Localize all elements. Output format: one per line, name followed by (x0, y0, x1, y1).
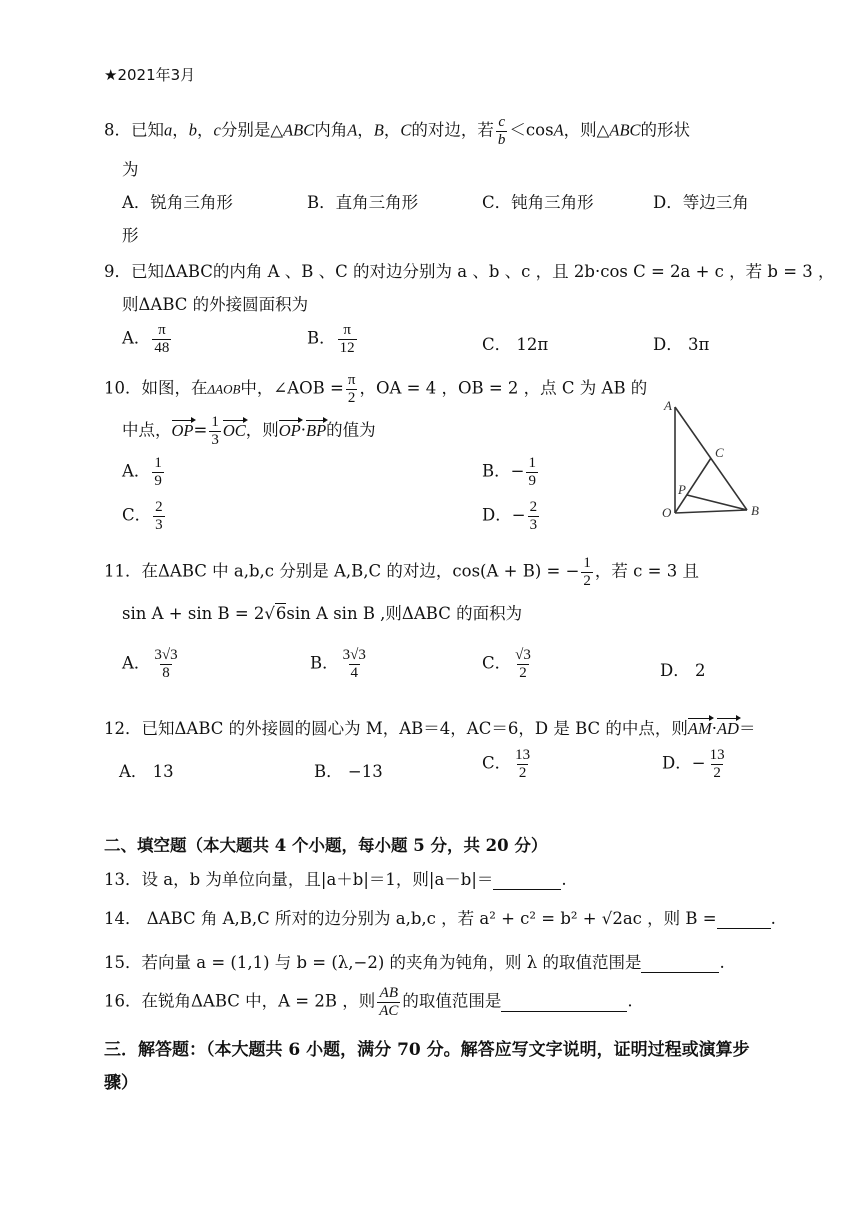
fraction (581, 555, 593, 589)
q11-text: sin A sin B ,则ΔABC 的面积为 (286, 604, 523, 623)
question-8-line-1: 8．已知a，b，c分别是△ABC内角A，B，C的对边，若 $\frac{c}{b}$ ＜cosA，则△ABC的形状 (104, 114, 691, 148)
question-10-line-1 (104, 372, 647, 406)
option-label: A． (122, 328, 151, 348)
vector-op: OP (171, 420, 194, 440)
q8-var: A (347, 120, 358, 140)
question-12-line-1 (104, 715, 755, 739)
vector-oc: OC (222, 420, 246, 440)
q8-option-c: C．钝角三角形 (482, 193, 594, 212)
vector-bp: BP (306, 420, 327, 440)
fraction-numerator: c (498, 114, 505, 130)
q8-option-a: A．锐角三角形 (122, 193, 233, 212)
q14-text: 14． ΔABC 角 A,B,C 所对的边分别为 a,b,c ，若 a² + c² = b² + √2ac ，则 B = (104, 909, 717, 928)
fraction (528, 499, 540, 533)
fraction (377, 985, 400, 1019)
label-a: A (664, 398, 672, 413)
q13-text: 13．设 a，b 为单位向量，且|a＋b|＝1，则|a－b|＝ (104, 870, 494, 889)
q10-text: = (193, 420, 208, 440)
option-label: C． (122, 505, 152, 525)
fraction-denominator: 8 (162, 664, 170, 681)
question-11-line-1 (104, 555, 699, 589)
label-b: B (751, 503, 759, 518)
q14-end: . (770, 909, 776, 928)
fraction-numerator: AB (379, 985, 398, 1001)
q8-abc: ABC (283, 120, 315, 140)
q8-number: 8． (104, 120, 131, 140)
q8-text: ，则△ (563, 120, 610, 140)
q16-text: 的取值范围是 (402, 991, 502, 1011)
q10-option-c (122, 499, 167, 533)
q8-var: C (400, 120, 412, 140)
q12-option-d (662, 747, 729, 781)
option-label: C． (482, 753, 512, 773)
q9-option-a (122, 322, 173, 356)
q10-option-d (482, 499, 541, 533)
fraction (708, 747, 727, 781)
q8-var: A (553, 120, 564, 140)
fraction (152, 455, 164, 489)
sqrt-radicand: 6 (275, 604, 287, 623)
vector-ad: AD (716, 719, 739, 738)
question-9-line-2: 则ΔABC 的外接圆面积为 (122, 295, 309, 314)
option-label: D． (662, 753, 692, 773)
q9-option-d: D． 3π (653, 335, 710, 354)
q10-option-a (122, 455, 166, 489)
fraction-denominator: 2 (713, 764, 721, 781)
q15-end: . (719, 953, 725, 972)
vector-am: AM (687, 719, 712, 738)
fraction-denominator: 4 (350, 664, 358, 681)
fraction-denominator: 3 (155, 516, 163, 533)
q8-option-b: B．直角三角形 (307, 193, 419, 212)
q10-text: 中，∠AOB = (240, 378, 344, 398)
fraction-denominator: 3 (211, 431, 219, 448)
question-14 (104, 905, 776, 929)
fraction-numerator: 1 (528, 455, 536, 471)
q12-option-b: B． −13 (314, 762, 383, 781)
q15-text: 15．若向量 a = (1,1) 与 b = (λ,−2) 的夹角为钝角，则 λ 的取值范围是 (104, 953, 642, 972)
fraction-numerator: 2 (529, 499, 538, 515)
fraction-numerator: 13 (709, 747, 725, 763)
q10-text: ，则 (245, 420, 279, 440)
q10-text: ，OA = 4 ，OB = 2 ，点 C 为 AB 的 (359, 378, 648, 398)
q12-option-a: A． 13 (119, 762, 174, 781)
q12-text: ＝ (738, 719, 756, 738)
fraction-numerator: √3 (515, 647, 531, 663)
q16-end: . (627, 991, 633, 1011)
minus-sign: − (510, 461, 525, 481)
q10-text: 中点， (122, 420, 172, 440)
vector-op: OP (278, 420, 301, 440)
q8-var-b: b (188, 120, 197, 140)
question-11-line-2 (122, 600, 522, 624)
question-13 (104, 866, 567, 890)
option-label: A． (122, 653, 151, 673)
q10-triangle: ΔAOB (207, 381, 241, 397)
fraction-denominator: b (497, 131, 506, 148)
q10-text: 的值为 (326, 420, 376, 440)
answer-blank[interactable] (641, 953, 719, 973)
fraction (526, 455, 538, 489)
option-label: C． (482, 653, 512, 673)
q9-option-b (307, 322, 359, 356)
q11-option-d: D． 2 (660, 661, 706, 680)
option-label: D． (482, 505, 512, 525)
header-date: ★2021年3月 (104, 66, 196, 84)
q10-option-b (482, 455, 540, 489)
q11-option-a (122, 647, 182, 681)
q8-option-d-wrap: 形 (122, 226, 139, 245)
q11-text: ，若 c = 3 且 (594, 561, 699, 581)
fraction (513, 747, 532, 781)
label-p: P (678, 482, 686, 497)
fraction-numerator: 13 (515, 747, 531, 763)
fraction (152, 647, 179, 681)
fraction (153, 499, 165, 533)
option-label: B． (310, 653, 339, 673)
fraction (341, 647, 368, 681)
fraction-denominator: AC (379, 1002, 399, 1019)
segment-ob (675, 510, 747, 513)
label-c: C (715, 445, 724, 460)
fraction-denominator: 12 (339, 339, 355, 356)
q8-var: B (373, 120, 384, 140)
option-label: B． (482, 461, 511, 481)
fraction-denominator: 2 (347, 389, 356, 406)
option-label: B． (307, 328, 336, 348)
label-o: O (662, 505, 672, 520)
q8-text: 已知 (131, 120, 164, 140)
minus-sign: − (691, 753, 706, 773)
option-label: A． (122, 461, 151, 481)
fraction (513, 647, 533, 681)
q13-end: . (561, 870, 567, 889)
fraction-numerator: 1 (211, 414, 219, 430)
fraction-numerator: 1 (583, 555, 591, 571)
q8-option-d: D．等边三角 (653, 193, 749, 212)
fraction-numerator: π (343, 322, 351, 338)
fraction-denominator: 9 (154, 472, 162, 489)
q8-text: 内角 (314, 120, 348, 140)
sqrt-sign: √ (264, 604, 275, 623)
question-10-line-2 (122, 414, 376, 448)
q8-wrap: 为 (122, 160, 139, 179)
q11-option-c (482, 647, 535, 681)
q8-text: ＜cos (509, 120, 554, 140)
answer-blank[interactable] (493, 870, 561, 890)
fraction-denominator: 9 (528, 472, 536, 489)
section-3-heading-line-2: 骤） (104, 1073, 138, 1093)
question-16 (104, 985, 633, 1019)
q8-abc: ABC (609, 120, 641, 140)
fraction-denominator: 48 (154, 339, 170, 356)
fraction-denominator: 2 (583, 572, 591, 589)
triangle-figure (655, 395, 765, 525)
fraction-denominator: 2 (518, 764, 527, 781)
q10-k-fraction (209, 414, 221, 448)
q8-text: 分别是△ (220, 120, 284, 140)
q9-option-c: C． 12π (482, 335, 549, 354)
answer-blank[interactable] (717, 909, 771, 929)
fraction-denominator: 2 (519, 664, 527, 681)
q12-text: · (711, 719, 717, 738)
fraction-numerator: 3√3 (154, 647, 178, 663)
q12-option-c (482, 747, 534, 781)
fraction-numerator: 1 (154, 455, 162, 471)
fraction-denominator: 3 (529, 516, 538, 533)
fraction-numerator: 2 (155, 499, 163, 515)
q10-text: 10．如图，在 (104, 378, 208, 398)
q11-option-b (310, 647, 370, 681)
q10-text: · (300, 420, 306, 440)
section-3-heading-line-1: 三．解答题：（本大题共 6 小题，满分 70 分。解答应写文字说明，证明过程或演算步 (104, 1040, 750, 1060)
q8-text: 的对边，若 (411, 120, 494, 140)
section-2-heading: 二、填空题（本大题共 4 个小题，每小题 5 分，共 20 分） (104, 836, 548, 855)
question-15 (104, 949, 725, 973)
minus-sign: − (511, 505, 526, 525)
q11-text: 11．在ΔABC 中 a,b,c 分别是 A,B,C 的对边，cos(A + B) = − (104, 561, 580, 581)
q12-text: 12．已知ΔABC 的外接圆的圆心为 M，AB＝4，AC＝6，D 是 BC 的中点，则 (104, 719, 688, 738)
q8-var-a: a (164, 120, 173, 140)
q9-option-b-fraction (338, 322, 357, 356)
q8-text: 的形状 (640, 120, 691, 140)
q10-angle-fraction (346, 372, 358, 406)
question-9-line-1: 9．已知ΔABC的内角 A 、B 、C 的对边分别为 a 、b 、c ，且 2b·cos C = 2a + c ，若 b = 3 ， (104, 262, 835, 281)
fraction-numerator: π (347, 372, 356, 388)
q9-option-a-fraction (152, 322, 171, 356)
fraction-numerator: π (158, 322, 166, 338)
q11-text: sin A + sin B = 2 (122, 604, 265, 623)
q8-var-c: c (213, 120, 221, 140)
q16-text: 16．在锐角ΔABC 中，A = 2B ，则 (104, 991, 376, 1011)
fraction-numerator: 3√3 (342, 647, 366, 663)
q8-fraction (496, 114, 508, 148)
answer-blank[interactable] (501, 992, 627, 1012)
